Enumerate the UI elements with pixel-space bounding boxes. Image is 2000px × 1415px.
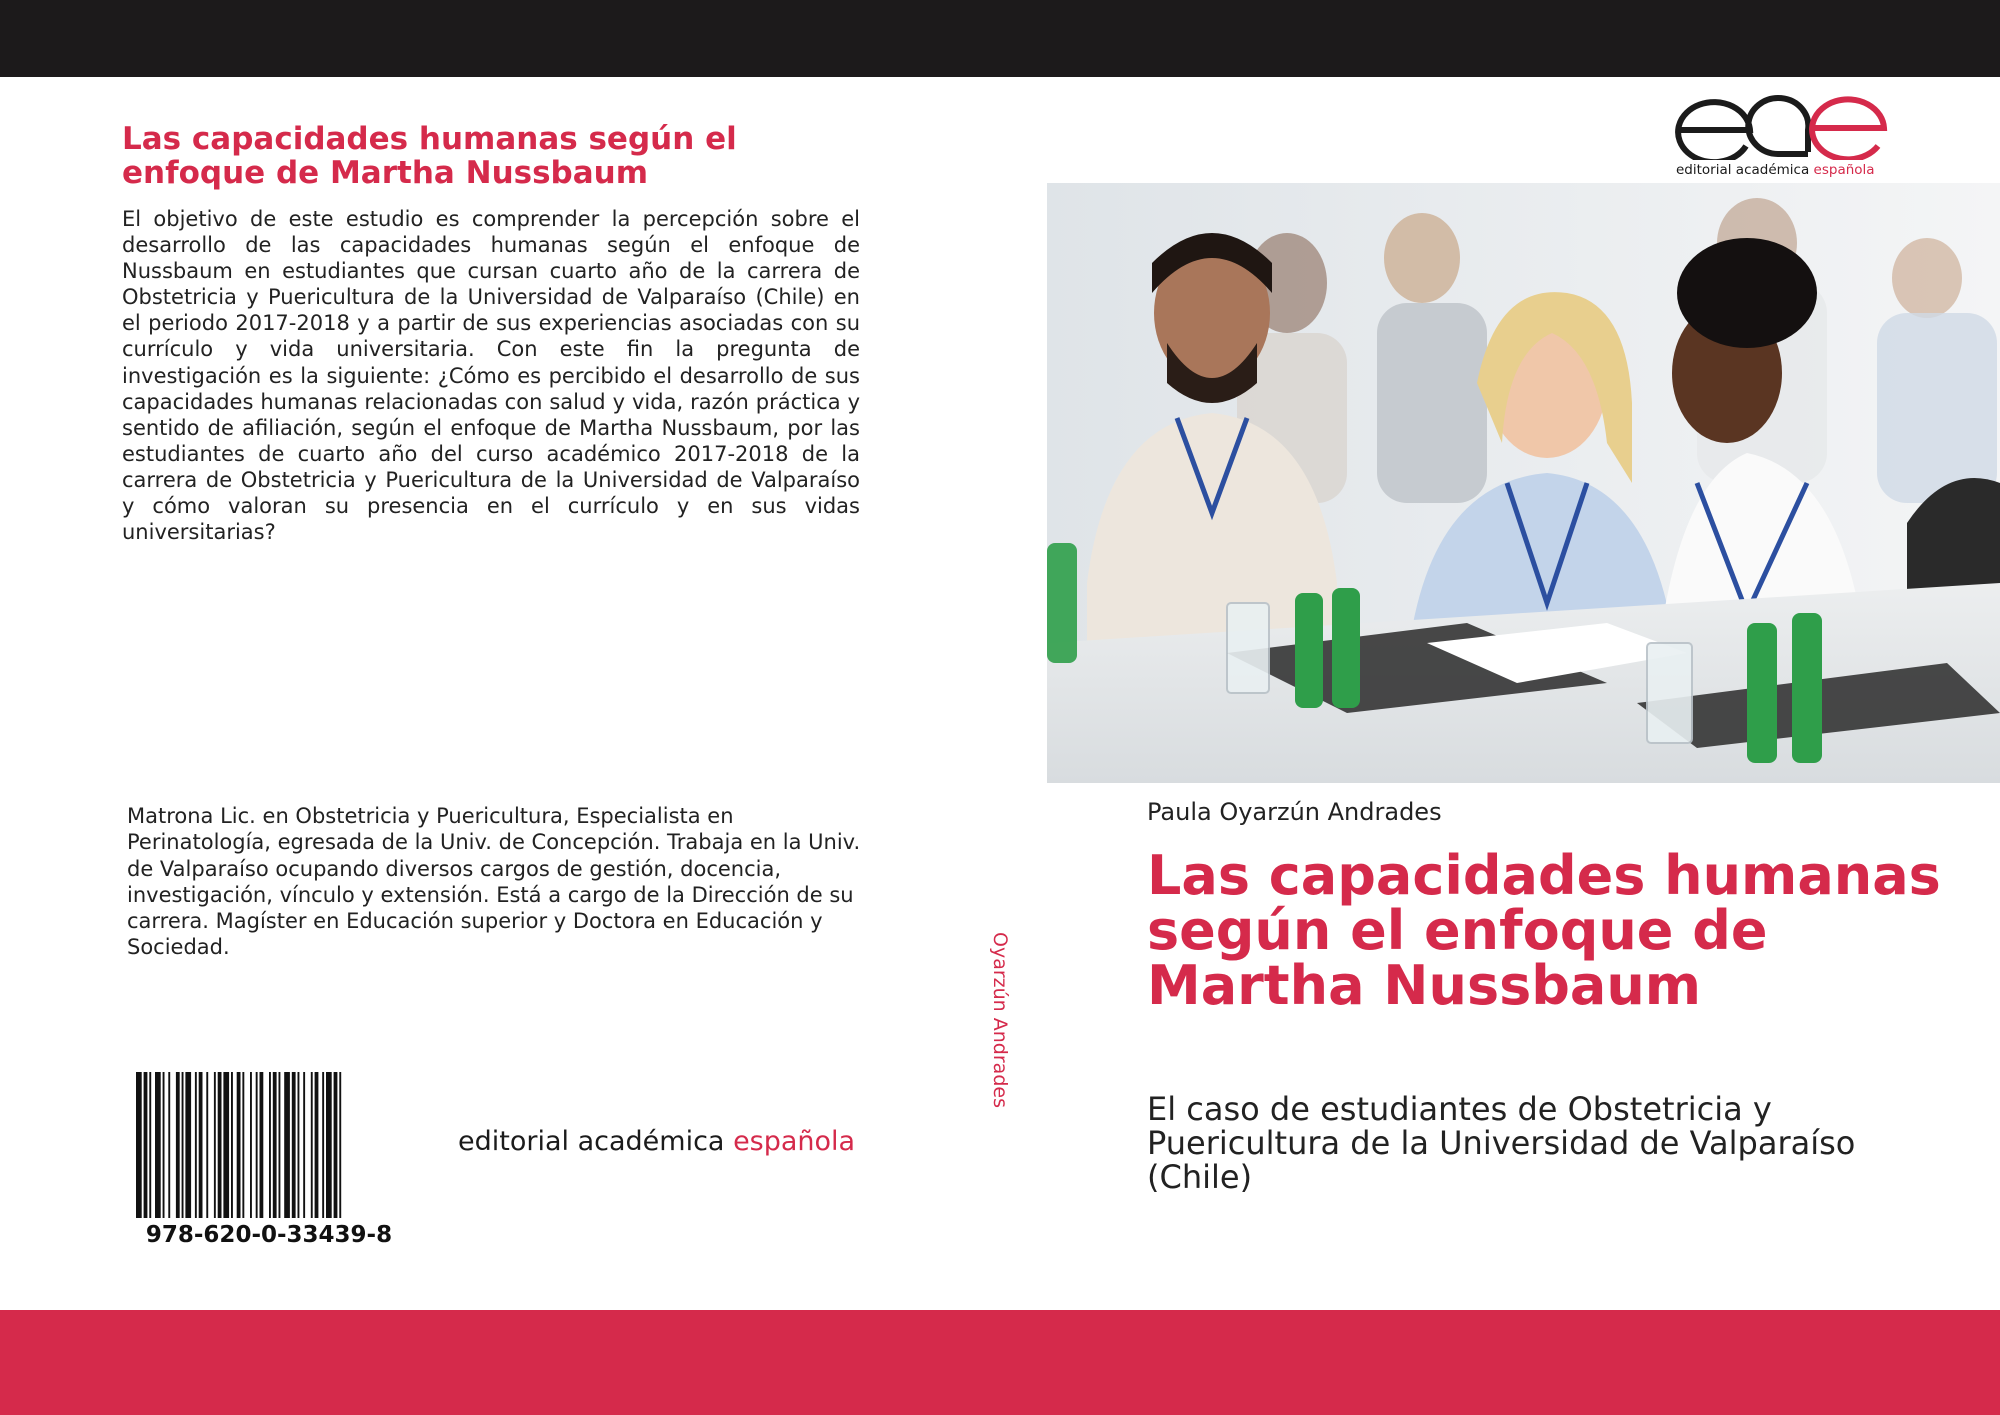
barcode-bar (195, 1072, 197, 1218)
barcode-icon (136, 1072, 406, 1218)
barcode-bar (176, 1072, 180, 1218)
barcode-bar (339, 1072, 341, 1218)
eae-logo-mark-icon (1672, 94, 1888, 160)
barcode-bar (322, 1072, 324, 1218)
back-cover-title: Las capacidades humanas según el enfoque de Martha Nussbaum (122, 121, 737, 191)
barcode-bar (237, 1072, 241, 1218)
barcode-bar (298, 1072, 300, 1218)
barcode-bar (231, 1072, 233, 1218)
barcode-bar (242, 1072, 244, 1218)
logo-caption: editorial académica española (1676, 162, 1875, 178)
back-publisher-imprint (458, 1126, 855, 1157)
barcode-bar (168, 1072, 170, 1218)
isbn-number: 978-620-0-33439-8 (145, 1222, 393, 1248)
barcode-bar (269, 1072, 271, 1218)
back-cover-abstract: El objetivo de este estudio es comprender la percepción sobre el desarrollo de las capacidades humanas según el enfoque de Nussbaum en estudiantes que cursan cuarto año de la carrera de Obstetricia y Puericultura de la Universidad de Valparaíso (Chile) en el periodo 2017-2018 y a partir de sus experiencias asociadas con su currículo y vida universitaria. Con este fin la pregunta de investigación es la siguiente: ¿Cómo es percibido el desarrollo de sus capacidades humanas relacionadas con salud y vida, razón práctica y sentido de afiliación, según el enfoque de Martha Nussbaum, por las estudiantes de cuarto año del curso académico 2017-2018 de la carrera de Obstetricia y Puericultura de la Universidad de Valparaíso y cómo valoran su presencia en el currículo y en sus vidas universitarias? (122, 207, 860, 545)
barcode-bar (303, 1072, 305, 1218)
barcode-bar (214, 1072, 216, 1218)
barcode-bar (223, 1072, 229, 1218)
top-dark-bar (0, 0, 2000, 77)
front-cover-subtitle: El caso de estudiantes de Obstetricia y Puericultura de la Universidad de Valparaíso (Chile) (1147, 1090, 1856, 1196)
classroom-photo (1047, 183, 2000, 783)
publisher-name: editorial académica (458, 1126, 734, 1157)
publisher-name-accent: española (733, 1126, 856, 1157)
bottom-accent-bar (0, 1310, 2000, 1415)
barcode-bar (334, 1072, 338, 1218)
barcode-bar (136, 1072, 142, 1218)
barcode-bar (155, 1072, 161, 1218)
eae-logo (1672, 94, 1888, 180)
barcode-bar (260, 1072, 264, 1218)
barcode-bar (292, 1072, 296, 1218)
barcode-bar (284, 1072, 290, 1218)
front-cover-author: Paula Oyarzún Andrades (1147, 798, 1442, 826)
barcode-bar (250, 1072, 252, 1218)
author-biography: Matrona Lic. en Obstetricia y Puericultura, Especialista en Perinatología, egresada de la Univ. de Concepción. Trabaja en la Univ. de Valparaíso ocupando diversos cargos de gestión, docencia, investigación, vínculo y extensión. Está a cargo de la Dirección de su carrera. Magíster en Educación superior y Doctora en Educación y Sociedad. (127, 804, 861, 960)
barcode-bar (326, 1072, 332, 1218)
barcode-bar (185, 1072, 191, 1218)
spine-author: Oyarzún Andrades (989, 932, 1011, 1108)
barcode-bar (206, 1072, 208, 1218)
barcode-bar (163, 1072, 165, 1218)
classroom-photo-illustration (1047, 183, 2000, 783)
barcode-bar (149, 1072, 151, 1218)
barcode-bar (279, 1072, 281, 1218)
barcode-bar (315, 1072, 319, 1218)
barcode-bar (199, 1072, 203, 1218)
barcode-bar (311, 1072, 313, 1218)
barcode-bar (182, 1072, 184, 1218)
barcode-bar (218, 1072, 222, 1218)
front-cover-title: Las capacidades humanas según el enfoque de Martha Nussbaum (1147, 844, 1941, 1017)
barcode-bar (256, 1072, 258, 1218)
barcode-bar (273, 1072, 277, 1218)
barcode-bar (144, 1072, 148, 1218)
